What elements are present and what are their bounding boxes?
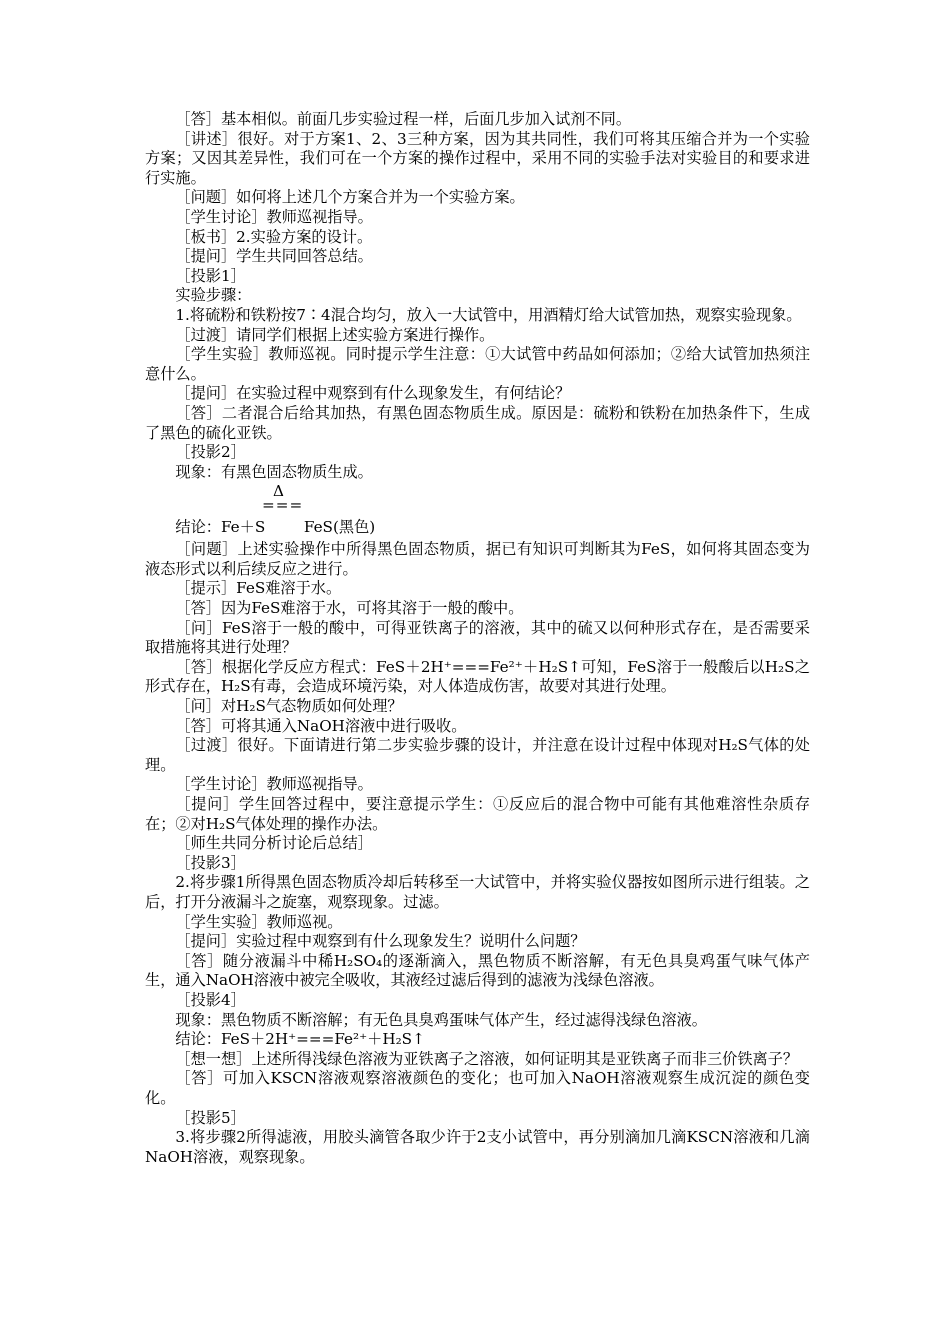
paragraph: ［提问］学生回答过程中，要注意提示学生：①反应后的混合物中可能有其他难溶性杂质存在；②对H₂S气体处理的操作办法。 [145, 795, 810, 833]
paragraph: 现象：有黑色固态物质生成。 [175, 462, 373, 481]
paragraph: ［答］可加入KSCN溶液观察溶液颜色的变化；也可加入NaOH溶液观察生成沉淀的颜色变化。 [145, 1069, 810, 1107]
paragraph: ［问题］如何将上述几个方案合并为一个实验方案。 [175, 188, 525, 207]
document-body [145, 110, 810, 1167]
paragraph: ［投影3］ [175, 853, 246, 872]
paragraph: ［学生实验］教师巡视。 [175, 912, 343, 931]
paragraph: ［答］随分液漏斗中稀H₂SO₄的逐渐滴入，黑色物质不断溶解，有无色具臭鸡蛋气味气体产生，通入NaOH溶液中被完全吸收，其液经过滤后得到的滤液为浅绿色溶液。 [145, 951, 810, 990]
paragraph: 3.将步骤2所得滤液，用胶头滴管各取少许于2支小试管中，再分别滴加几滴KSCN溶液和几滴NaOH溶液，观察现象。 [145, 1128, 810, 1166]
paragraph: 现象：黑色物质不断溶解；有无色具臭鸡蛋味气体产生，经过滤得浅绿色溶液。 [175, 1010, 707, 1029]
paragraph: ［学生实验］教师巡视。同时提示学生注意：①大试管中药品如何添加；②给大试管加热须注意什么。 [145, 345, 810, 383]
paragraph: ［问］对H₂S气态物质如何处理？ [175, 697, 403, 716]
paragraph: ［板书］2.实验方案的设计。 [175, 227, 373, 246]
paragraph: ［问题］上述实验操作中所得黑色固态物质，据已有知识可判断其为FeS，如何将其固态变为液态形式以利后续反应之进行。 [145, 540, 810, 578]
reaction-equation [145, 482, 810, 540]
paragraph: ［答］可将其通入NaOH溶液中进行吸收。 [175, 716, 467, 735]
paragraph: 实验步骤： [175, 286, 252, 305]
paragraph: ［答］基本相似。前面几步实验过程一样，后面几步加入试剂不同。 [175, 110, 632, 128]
paragraph: ［问］FeS溶于一般的酸中，可得亚铁离子的溶液，其中的硫又以何种形式存在，是否需要采取措施将其进行处理？ [145, 618, 810, 657]
paragraph: ［过渡］请同学们根据上述实验方案进行操作。 [175, 325, 495, 344]
reaction-conclusion: 结论：Fe＋S FeS(黑色) [175, 518, 376, 537]
paragraph: ［师生共同分析讨论后总结］ [175, 834, 373, 853]
equals-sign: === [262, 496, 304, 515]
paragraph: ［过渡］很好。下面请进行第二步实验步骤的设计，并注意在设计过程中体现对H₂S气体的处理。 [145, 736, 810, 774]
paragraph: ［想一想］上述所得浅绿色溶液为亚铁离子之溶液，如何证明其是亚铁离子而非三价铁离子？ [175, 1049, 799, 1068]
paragraph: 结论：FeS＋2H⁺===Fe²⁺＋H₂S↑ [175, 1030, 425, 1049]
heat-symbol: Δ [273, 482, 284, 501]
paragraph: ［投影1］ [175, 266, 246, 285]
paragraph: ［答］二者混合后给其加热，有黑色固态物质生成。原因是：硫粉和铁粉在加热条件下，生成了黑色的硫化亚铁。 [145, 403, 810, 442]
paragraph: ［答］根据化学反应方程式：FeS＋2H⁺===Fe²⁺＋H₂S↑可知，FeS溶于一般酸后以H₂S之形式存在，H₂S有毒，会造成环境污染，对人体造成伤害，故要对其进行处理。 [145, 657, 810, 696]
paragraph: ［投影2］ [175, 443, 246, 462]
paragraph: ［提示］FeS难溶于水。 [175, 579, 342, 598]
paragraph: 2.将步骤1所得黑色固态物质冷却后转移至一大试管中，并将实验仪器按如图所示进行组装。之后，打开分液漏斗之旋塞，观察现象。过滤。 [145, 873, 810, 911]
paragraph: ［投影5］ [175, 1108, 246, 1127]
paragraph: ［提问］在实验过程中观察到有什么现象发生，有何结论？ [175, 384, 571, 403]
paragraph: ［学生讨论］教师巡视指导。 [175, 775, 373, 794]
paragraph: ［讲述］很好。对于方案1、2、3三种方案，因为其共同性，我们可将其压缩合并为一个实验方案；又因其差异性，我们可在一个方案的操作过程中，采用不同的实验手法对实验目的和要求进行实施。 [145, 129, 810, 187]
paragraph: ［投影4］ [175, 990, 246, 1009]
paragraph: ［答］因为FeS难溶于水，可将其溶于一般的酸中。 [175, 599, 524, 618]
paragraph: ［提问］学生共同回答总结。 [175, 247, 373, 266]
paragraph: ［提问］实验过程中观察到有什么现象发生？说明什么问题？ [175, 932, 586, 951]
paragraph: 1.将硫粉和铁粉按7∶4混合均匀，放入一大试管中，用酒精灯给大试管加热，观察实验现象。 [175, 305, 802, 324]
paragraph: ［学生讨论］教师巡视指导。 [175, 207, 373, 226]
